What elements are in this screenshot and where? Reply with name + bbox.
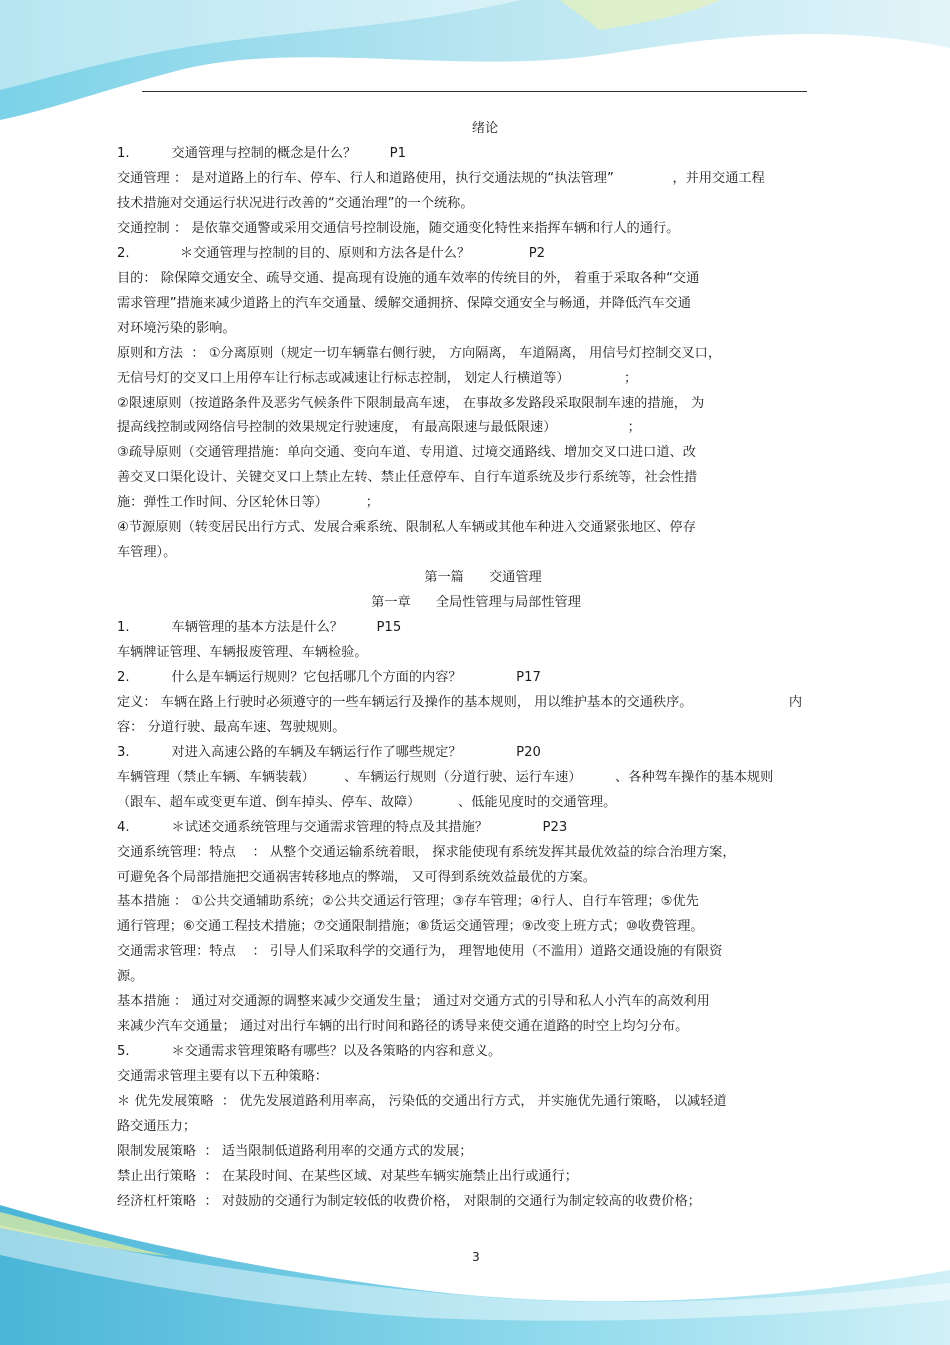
chapter-title: 第一章 全局性管理与局部性管理 [371, 595, 581, 610]
text-line: 5. ＊交通需求管理策略有哪些？以及各策略的内容和意义。 [117, 1044, 502, 1060]
text-line: 施：弹性工作时间、分区轮休日等） ； [117, 495, 379, 511]
text-line: ③疏导原则（交通管理措施：单向交通、变向车道、专用道、过境交通路线、增加交叉口进口道、改 [117, 445, 696, 461]
text-line: 车辆牌证管理、车辆报废管理、车辆检验。 [117, 644, 368, 660]
text-line: 4. ＊试述交通系统管理与交通需求管理的特点及其措施？ P23 [117, 819, 568, 835]
text-line: 可避免各个局部措施把交通祸害转移地点的弊端， 又可得到系统效益最优的方案。 [117, 869, 596, 885]
text-line: 源。 [117, 969, 144, 985]
text-line: 禁止出行策略 ： 在某段时间、在某些区域、对某些车辆实施禁止出行或通行； [117, 1168, 578, 1184]
section-title: 绪论 [471, 121, 499, 136]
text-line: 1. 车辆管理的基本方法是什么？ P15 [117, 620, 402, 635]
text-line: ＊ 优先发展策略 ： 优先发展道路利用率高， 污染低的交通出行方式， 并实施优先通行策略， 以减轻道 [117, 1094, 727, 1110]
text-line: 来减少汽车交通量； 通过对出行车辆的出行时间和路径的诱导来使交通在道路的时空上均匀分布。 [117, 1019, 689, 1035]
text-line: 目的： 除保障交通安全、疏导交通、提高现有设施的通车效率的传统目的外， 着重于采取各种“交通 [117, 270, 700, 286]
text-line: ②限速原则（按道路条件及恶劣气候条件下限制最高车速， 在事故多发路段采取限制车速的措施， 为 [117, 395, 705, 411]
text-line: 1. 交通管理与控制的概念是什么？ P1 [117, 146, 407, 161]
text-line: 技术措施对交通运行状况进行改善的“交通治理”的一个统称。 [117, 195, 474, 211]
text-line: 提高线控制或网络信号控制的效果规定行驶速度， 有最高限速与最低限速） ； [117, 420, 641, 436]
text-line: 车管理）。 [117, 545, 177, 561]
text-line: 2. 什么是车辆运行规则？它包括哪几个方面的内容？ P17 [117, 669, 541, 685]
text-line: 基本措施 ： 通过对交通源的调整来减少交通发生量； 通过对交通方式的引导和私人小汽车的高效利用 [117, 994, 710, 1010]
text-line: 路交通压力； [117, 1119, 197, 1134]
text-line: 交通控制 ： 是依靠交通警或采用交通信号控制设施，随交通变化特性来指挥车辆和行人的通行。 [117, 220, 680, 236]
text-line: 对环境污染的影响。 [117, 320, 236, 336]
text-line: 无信号灯的交叉口上用停车让行标志或减速让行标志控制， 划定人行横道等） ； [117, 370, 638, 386]
text-line: 交通管理 ： 是对道路上的行车、停车、行人和道路使用，执行交通法规的“执法管理” ，并用交通工程 [117, 170, 765, 186]
text-line: 交通系统管理：特点 ： 从整个交通运输系统着眼， 探求能使现有系统发挥其最优效益的综合治理方案， [117, 844, 736, 860]
text-line: 善交叉口渠化设计、关键交叉口上禁止左转、禁止任意停车、自行车道系统及步行系统等，社会性措 [117, 470, 698, 486]
text-line: 交通需求管理：特点 ： 引导人们采取科学的交通行为， 理智地使用（不滥用）道路交通设施的有限资 [117, 944, 723, 960]
text-line: 容： 分道行驶、最高车速、驾驶规则。 [117, 719, 346, 735]
text-line: 经济杠杆策略 ： 对鼓励的交通行为制定较低的收费价格， 对限制的交通行为制定较高的收费价格； [117, 1193, 701, 1209]
text-line: 原则和方法 ： ①分离原则（规定一切车辆靠右侧行驶， 方向隔离， 车道隔离， 用信号灯控制交叉口， [117, 345, 722, 361]
text-line: 3. 对进入高速公路的车辆及车辆运行作了哪些规定？ P20 [117, 744, 541, 760]
text-line: 需求管理”措施来减少道路上的汽车交通量、缓解交通拥挤、保障交通安全与畅通，并降低汽车交通 [117, 295, 691, 311]
text-line: 限制发展策略 ： 适当限制低道路利用率的交通方式的发展； [117, 1143, 473, 1159]
text-line: 定义： 车辆在路上行驶时必须遵守的一些车辆运行及操作的基本规则， 用以维护基本的交通秩序。 内 [117, 694, 803, 710]
part-title: 第一篇 交通管理 [424, 570, 542, 585]
page-number: 3 [472, 1250, 480, 1264]
text-line: 通行管理；⑥交通工程技术措施；⑦交通限制措施；⑧货运交通管理；⑨改变上班方式；⑩收费管理。 [117, 919, 704, 935]
text-line: ④节源原则（转变居民出行方式、发展合乘系统、限制私人车辆或其他车种进入交通紧张地区、停存 [117, 520, 696, 536]
text-line: （跟车、超车或变更车道、倒车掉头、停车、故障） 、低能见度时的交通管理。 [117, 794, 617, 810]
text-line: 基本措施 ： ①公共交通辅助系统；②公共交通运行管理；③存车管理；④行人、自行车管理；⑤优先 [117, 894, 699, 910]
header-rule [142, 91, 807, 92]
text-line: 2. ＊交通管理与控制的目的、原则和方法各是什么？ P2 [117, 245, 546, 261]
text-line: 车辆管理（禁止车辆、车辆装载） 、车辆运行规则（分道行驶、运行车速） 、各种驾车操作的基本规则 [117, 769, 774, 785]
text-line: 交通需求管理主要有以下五种策略： [117, 1069, 328, 1085]
